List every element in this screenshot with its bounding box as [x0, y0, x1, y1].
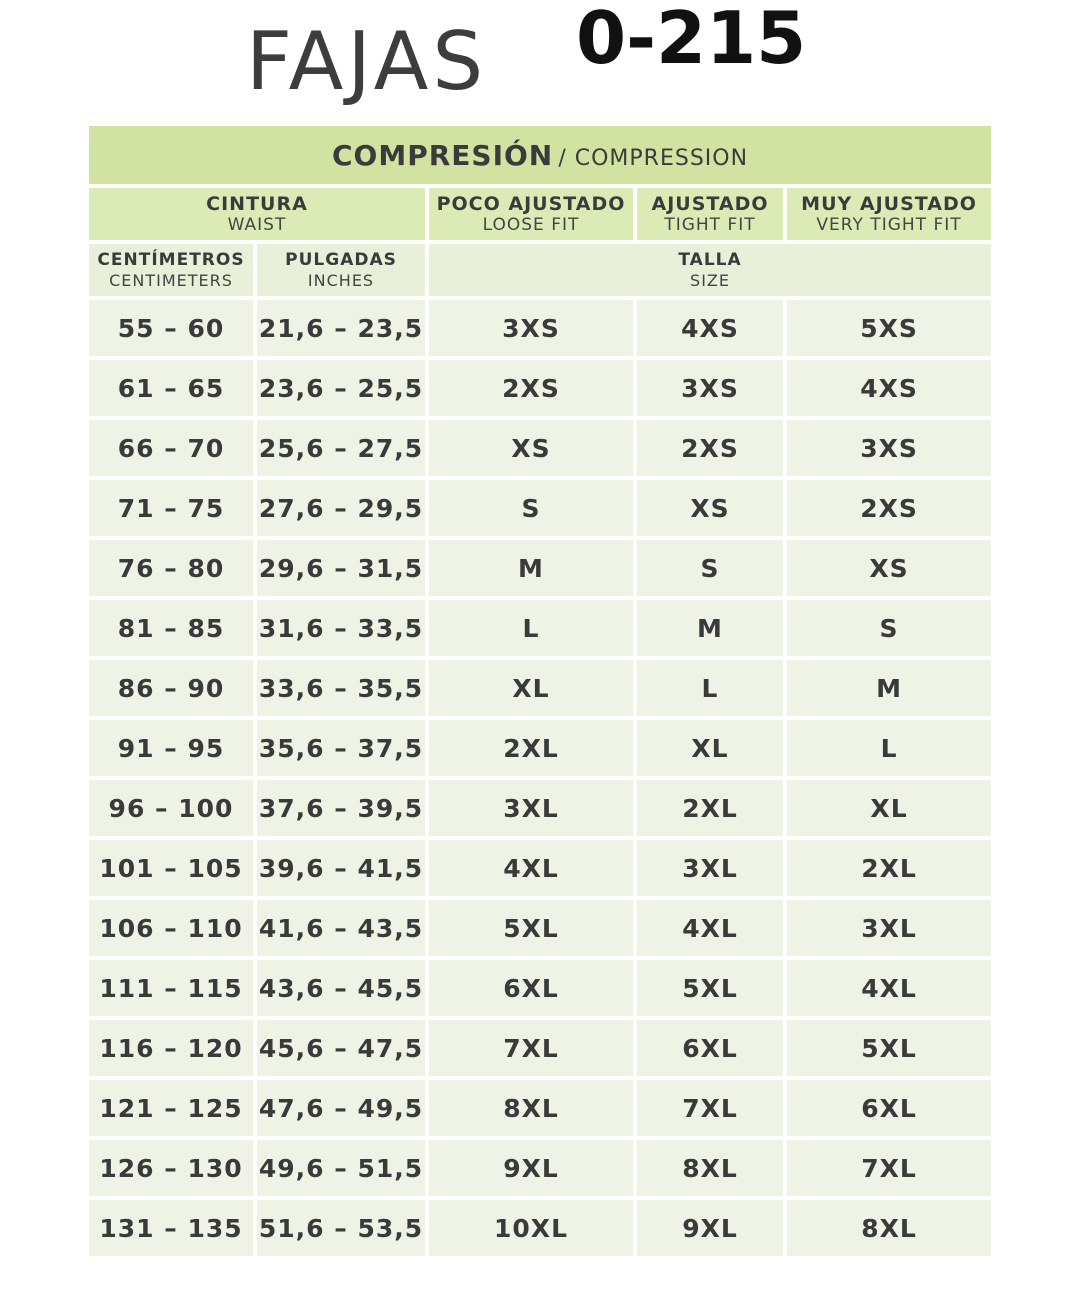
cell-inches: 25,6 – 27,5	[257, 420, 425, 476]
cell-loose-fit: 3XS	[429, 300, 633, 356]
cell-very-tight-fit: 4XS	[787, 360, 991, 416]
cell-inches: 33,6 – 35,5	[257, 660, 425, 716]
cell-centimeters: 126 – 130	[89, 1140, 253, 1196]
cell-centimeters: 91 – 95	[89, 720, 253, 776]
cell-tight-fit: 9XL	[637, 1200, 783, 1256]
cell-very-tight-fit: 2XL	[787, 840, 991, 896]
table-row	[89, 660, 991, 716]
cell-tight-fit: 2XS	[637, 420, 783, 476]
cell-very-tight-fit: L	[787, 720, 991, 776]
cell-tight-fit: 7XL	[637, 1080, 783, 1136]
cell-inches: 23,6 – 25,5	[257, 360, 425, 416]
centimeters-label: CENTÍMETROS	[97, 250, 245, 270]
cell-inches: 31,6 – 33,5	[257, 600, 425, 656]
very-tight-fit-header	[787, 188, 991, 240]
product-code: 0-215	[576, 0, 807, 80]
cell-tight-fit: XS	[637, 480, 783, 536]
cell-tight-fit: 3XL	[637, 840, 783, 896]
loose-fit-sub: LOOSE FIT	[482, 215, 580, 235]
cell-inches: 49,6 – 51,5	[257, 1140, 425, 1196]
table-row	[89, 360, 991, 416]
cell-loose-fit: M	[429, 540, 633, 596]
table-row	[89, 900, 991, 956]
very-tight-fit-label: MUY AJUSTADO	[801, 193, 977, 215]
table-row	[89, 1020, 991, 1076]
cell-inches: 21,6 – 23,5	[257, 300, 425, 356]
inches-header	[257, 244, 425, 296]
cell-loose-fit: L	[429, 600, 633, 656]
table-row	[89, 420, 991, 476]
cell-inches: 47,6 – 49,5	[257, 1080, 425, 1136]
cell-loose-fit: 6XL	[429, 960, 633, 1016]
cell-tight-fit: XL	[637, 720, 783, 776]
waist-sub: WAIST	[227, 215, 287, 235]
inches-sub: INCHES	[307, 271, 375, 290]
cell-tight-fit: 4XL	[637, 900, 783, 956]
cell-centimeters: 106 – 110	[89, 900, 253, 956]
centimeters-header	[89, 244, 253, 296]
cell-loose-fit: XL	[429, 660, 633, 716]
cell-inches: 39,6 – 41,5	[257, 840, 425, 896]
size-header	[429, 244, 991, 296]
cell-inches: 29,6 – 31,5	[257, 540, 425, 596]
size-chart	[89, 126, 991, 1260]
cell-loose-fit: 7XL	[429, 1020, 633, 1076]
cell-very-tight-fit: 5XL	[787, 1020, 991, 1076]
cell-centimeters: 71 – 75	[89, 480, 253, 536]
cell-loose-fit: S	[429, 480, 633, 536]
cell-centimeters: 86 – 90	[89, 660, 253, 716]
table-row	[89, 540, 991, 596]
cell-very-tight-fit: 7XL	[787, 1140, 991, 1196]
cell-tight-fit: M	[637, 600, 783, 656]
table-row	[89, 300, 991, 356]
table-row	[89, 600, 991, 656]
cell-very-tight-fit: 8XL	[787, 1200, 991, 1256]
size-label: TALLA	[678, 250, 742, 270]
waist-header	[89, 188, 425, 240]
table-row	[89, 1140, 991, 1196]
cell-centimeters: 81 – 85	[89, 600, 253, 656]
cell-tight-fit: L	[637, 660, 783, 716]
cell-very-tight-fit: 6XL	[787, 1080, 991, 1136]
cell-loose-fit: 8XL	[429, 1080, 633, 1136]
cell-centimeters: 76 – 80	[89, 540, 253, 596]
cell-very-tight-fit: S	[787, 600, 991, 656]
tight-fit-header	[637, 188, 783, 240]
brand-title: FAJAS	[246, 15, 488, 108]
cell-centimeters: 101 – 105	[89, 840, 253, 896]
cell-tight-fit: 5XL	[637, 960, 783, 1016]
cell-tight-fit: 6XL	[637, 1020, 783, 1076]
cell-loose-fit: 3XL	[429, 780, 633, 836]
cell-tight-fit: 2XL	[637, 780, 783, 836]
cell-inches: 45,6 – 47,5	[257, 1020, 425, 1076]
cell-very-tight-fit: XL	[787, 780, 991, 836]
table-row	[89, 780, 991, 836]
centimeters-sub: CENTIMETERS	[109, 271, 233, 290]
cell-centimeters: 61 – 65	[89, 360, 253, 416]
cell-very-tight-fit: 3XL	[787, 900, 991, 956]
cell-inches: 51,6 – 53,5	[257, 1200, 425, 1256]
cell-tight-fit: 4XS	[637, 300, 783, 356]
cell-tight-fit: 3XS	[637, 360, 783, 416]
cell-inches: 27,6 – 29,5	[257, 480, 425, 536]
cell-loose-fit: XS	[429, 420, 633, 476]
cell-tight-fit: S	[637, 540, 783, 596]
cell-loose-fit: 10XL	[429, 1200, 633, 1256]
tight-fit-label: AJUSTADO	[651, 193, 769, 215]
cell-inches: 41,6 – 43,5	[257, 900, 425, 956]
cell-inches: 35,6 – 37,5	[257, 720, 425, 776]
table-row	[89, 480, 991, 536]
cell-loose-fit: 4XL	[429, 840, 633, 896]
table-row	[89, 1200, 991, 1256]
cell-loose-fit: 2XL	[429, 720, 633, 776]
title-sub: / COMPRESSION	[558, 145, 749, 171]
tight-fit-sub: TIGHT FIT	[664, 215, 756, 235]
cell-tight-fit: 8XL	[637, 1140, 783, 1196]
cell-loose-fit: 2XS	[429, 360, 633, 416]
table-title	[89, 126, 991, 184]
size-sub: SIZE	[690, 271, 730, 290]
cell-very-tight-fit: 4XL	[787, 960, 991, 1016]
cell-centimeters: 96 – 100	[89, 780, 253, 836]
cell-inches: 37,6 – 39,5	[257, 780, 425, 836]
title-main: COMPRESIÓN	[332, 138, 554, 172]
very-tight-fit-sub: VERY TIGHT FIT	[816, 215, 962, 235]
cell-very-tight-fit: 5XS	[787, 300, 991, 356]
cell-very-tight-fit: XS	[787, 540, 991, 596]
table-row	[89, 960, 991, 1016]
cell-loose-fit: 9XL	[429, 1140, 633, 1196]
table-row	[89, 840, 991, 896]
cell-very-tight-fit: M	[787, 660, 991, 716]
table-row	[89, 720, 991, 776]
inches-label: PULGADAS	[285, 250, 397, 270]
cell-centimeters: 131 – 135	[89, 1200, 253, 1256]
cell-centimeters: 55 – 60	[89, 300, 253, 356]
loose-fit-label: POCO AJUSTADO	[436, 193, 626, 215]
cell-very-tight-fit: 2XS	[787, 480, 991, 536]
table-row	[89, 1080, 991, 1136]
size-table	[85, 122, 995, 1260]
cell-very-tight-fit: 3XS	[787, 420, 991, 476]
waist-label: CINTURA	[206, 193, 308, 215]
cell-centimeters: 121 – 125	[89, 1080, 253, 1136]
loose-fit-header	[429, 188, 633, 240]
cell-centimeters: 66 – 70	[89, 420, 253, 476]
cell-loose-fit: 5XL	[429, 900, 633, 956]
cell-centimeters: 111 – 115	[89, 960, 253, 1016]
cell-inches: 43,6 – 45,5	[257, 960, 425, 1016]
cell-centimeters: 116 – 120	[89, 1020, 253, 1076]
